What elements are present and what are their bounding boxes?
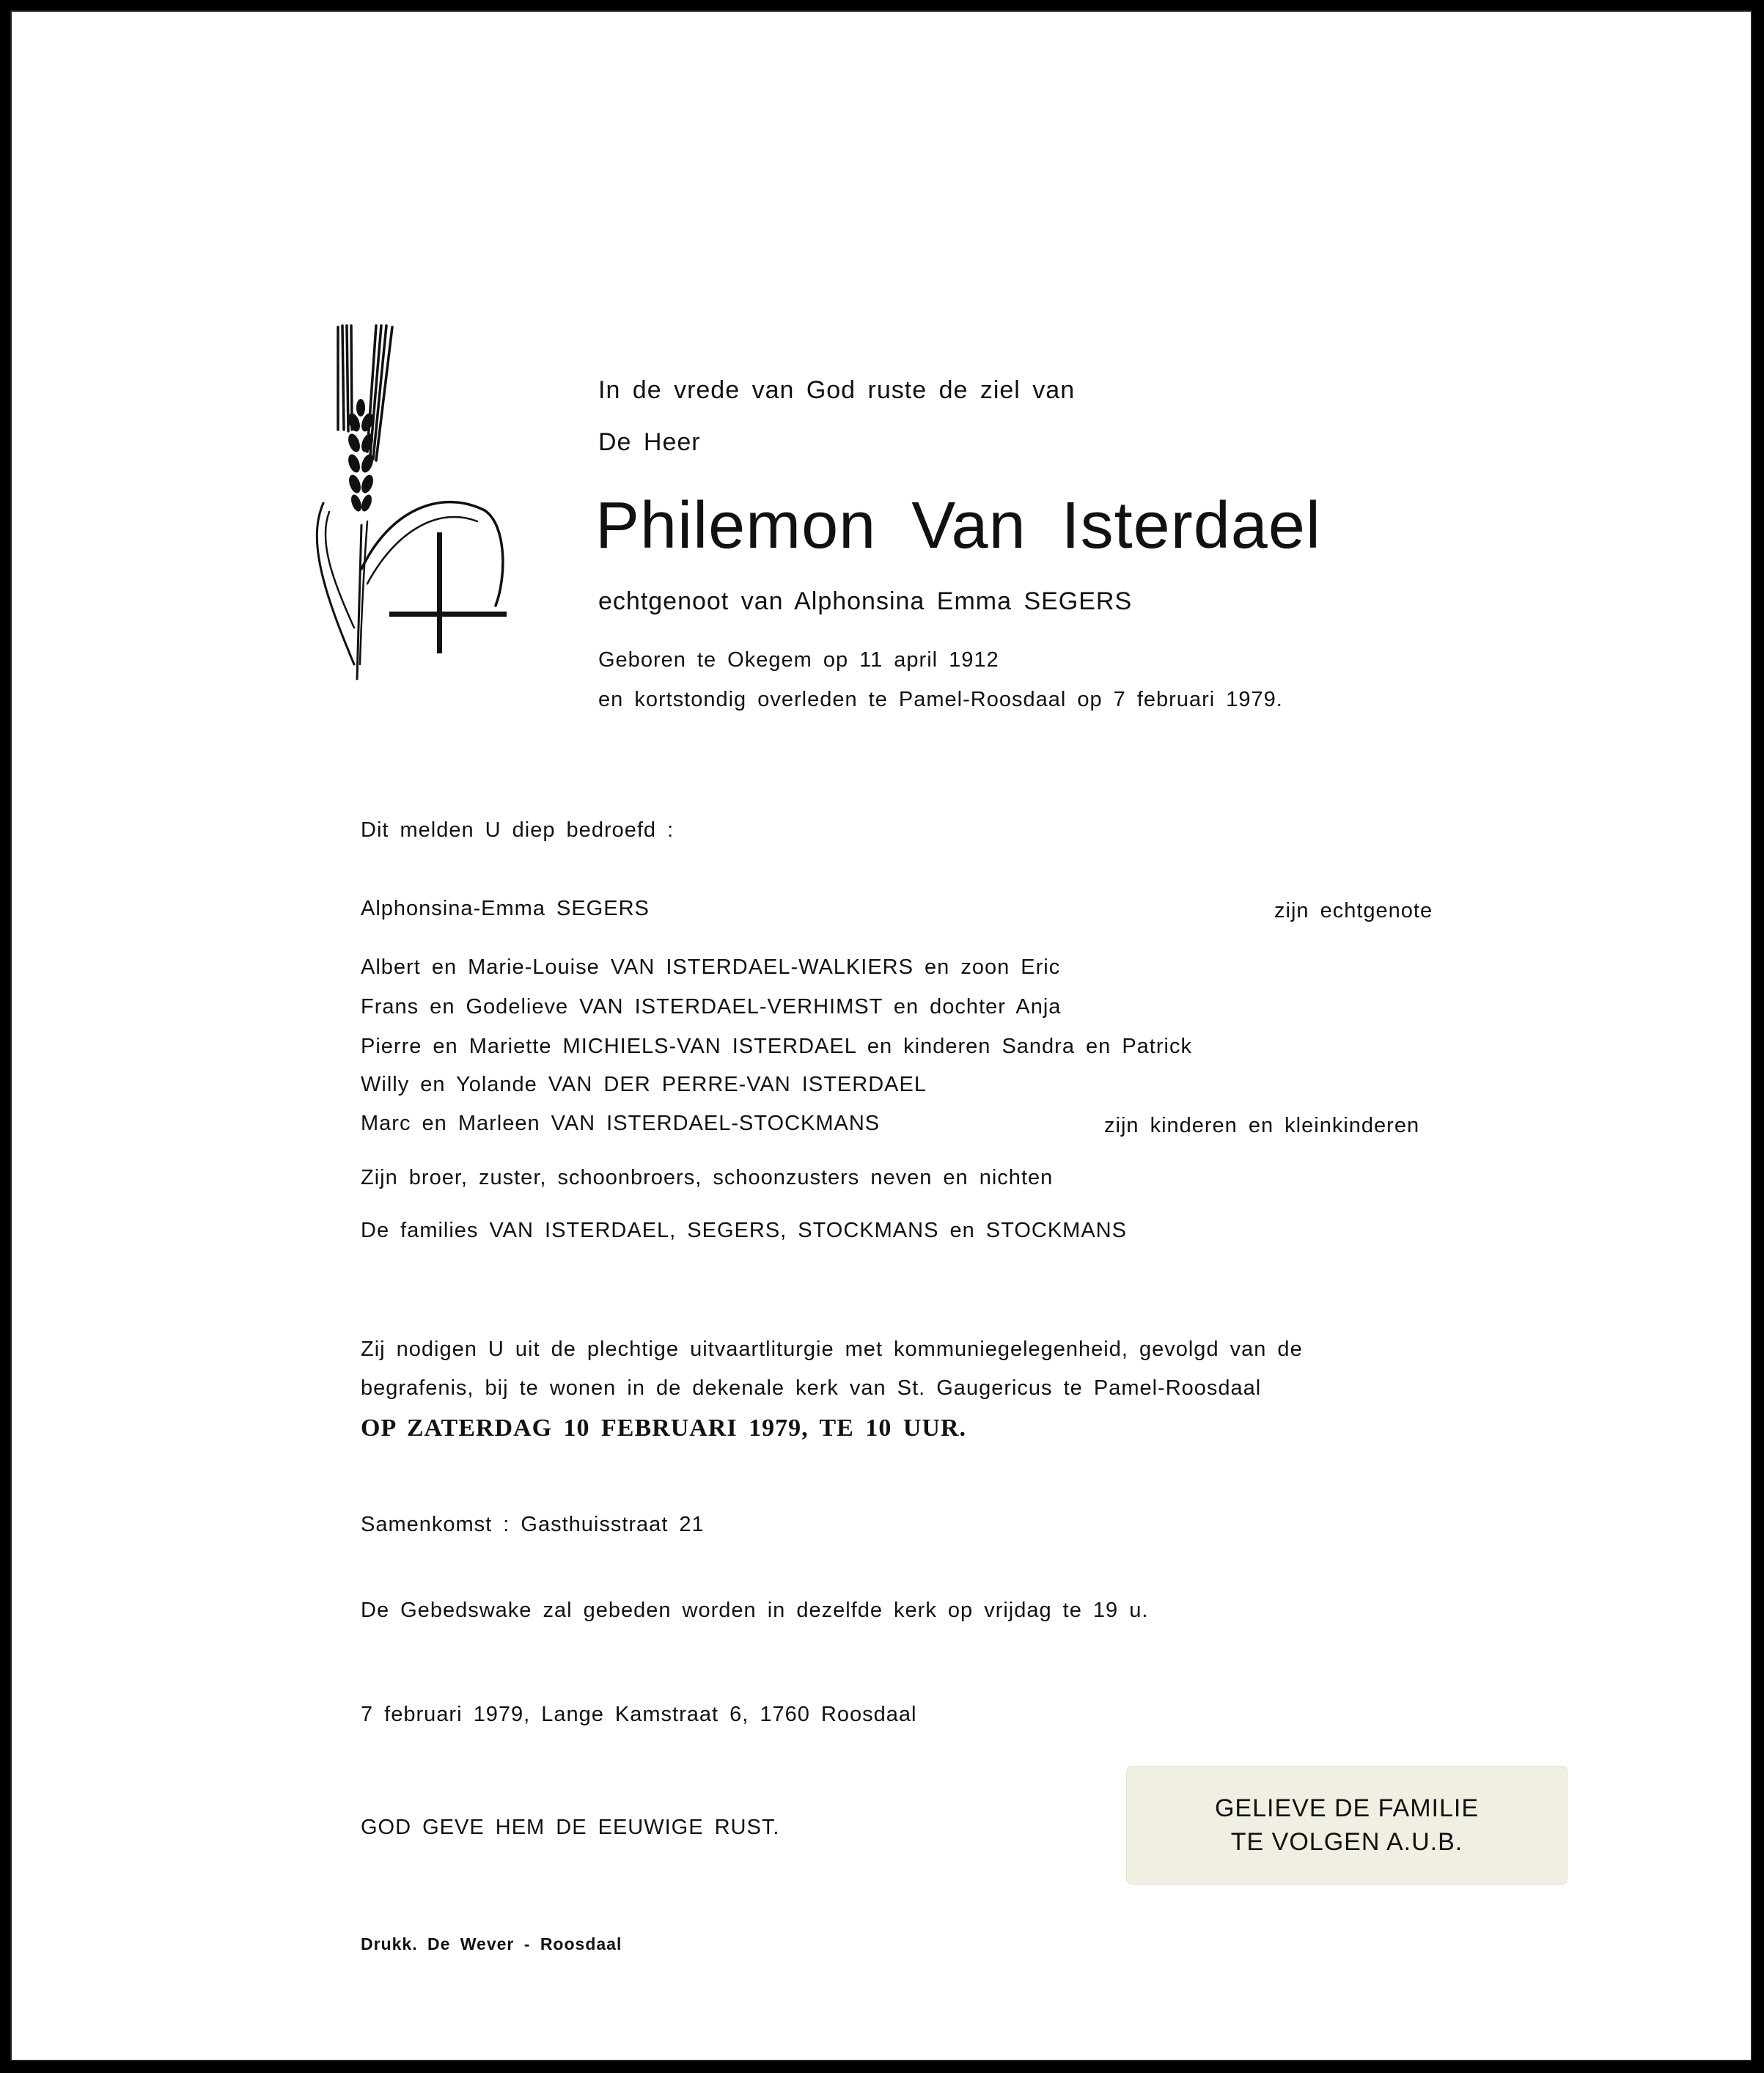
invite-line: begrafenis, bij te wonen in de dekenale kerk van St. Gaugericus te Pamel-Roosdaal xyxy=(361,1376,1262,1400)
card-line: GELIEVE DE FAMILIE xyxy=(1214,1794,1479,1822)
vigil-line: De Gebedswake zal gebeden worden in dezelfde kerk op vrijdag te 19 u. xyxy=(361,1599,1149,1622)
gathering-line: Samenkomst : Gasthuisstraat 21 xyxy=(361,1513,705,1536)
child-line: Frans en Godelieve VAN ISTERDAEL-VERHIMST en dochter Anja xyxy=(361,995,1062,1019)
announcement-intro: Dit melden U diep bedroefd : xyxy=(361,818,675,842)
spouse-name: Alphonsina-Emma SEGERS xyxy=(361,897,650,920)
honorific: De Heer xyxy=(598,428,701,456)
death-line: en kortstondig overleden te Pamel-Roosdaal op 7 februari 1979. xyxy=(598,688,1283,711)
card-line: TE VOLGEN A.U.B. xyxy=(1230,1828,1463,1856)
children-relation: zijn kinderen en kleinkinderen xyxy=(1104,1114,1420,1137)
service-datetime: OP ZATERDAG 10 FEBRUARI 1979, TE 10 UUR. xyxy=(361,1415,966,1442)
dated-line: 7 februari 1979, Lange Kamstraat 6, 1760 Roosdaal xyxy=(361,1703,917,1726)
printer-credit: Drukk. De Wever - Roosdaal xyxy=(361,1934,622,1953)
child-line: Albert en Marie-Louise VAN ISTERDAEL-WALKIERS en zoon Eric xyxy=(361,955,1061,979)
wheat-and-cross-icon xyxy=(309,320,514,686)
intro-line: In de vrede van God ruste de ziel van xyxy=(598,376,1076,404)
siblings-line: Zijn broer, zuster, schoonbroers, schoonzusters neven en nichten xyxy=(361,1166,1054,1189)
child-line: Pierre en Mariette MICHIELS-VAN ISTERDAEL en kinderen Sandra en Patrick xyxy=(361,1035,1192,1058)
deceased-name: Philemon Van Isterdael xyxy=(595,489,1321,562)
child-line: Willy en Yolande VAN DER PERRE-VAN ISTERDAEL xyxy=(361,1073,927,1096)
funeral-notice xyxy=(10,10,1752,2061)
spouse-relation: zijn echtgenote xyxy=(1274,899,1433,922)
closing-prayer: GOD GEVE HEM DE EEUWIGE RUST. xyxy=(361,1816,780,1839)
invite-line: Zij nodigen U uit de plechtige uitvaartliturgie met kommuniegelegenheid, gevolgd van de xyxy=(361,1338,1303,1361)
follow-family-card xyxy=(1126,1766,1568,1885)
birth-line: Geboren te Okegem op 11 april 1912 xyxy=(598,648,999,672)
families-line: De families VAN ISTERDAEL, SEGERS, STOCKMANS en STOCKMANS xyxy=(361,1219,1127,1242)
child-line: Marc en Marleen VAN ISTERDAEL-STOCKMANS xyxy=(361,1112,881,1135)
spouse-line: echtgenoot van Alphonsina Emma SEGERS xyxy=(598,587,1133,615)
